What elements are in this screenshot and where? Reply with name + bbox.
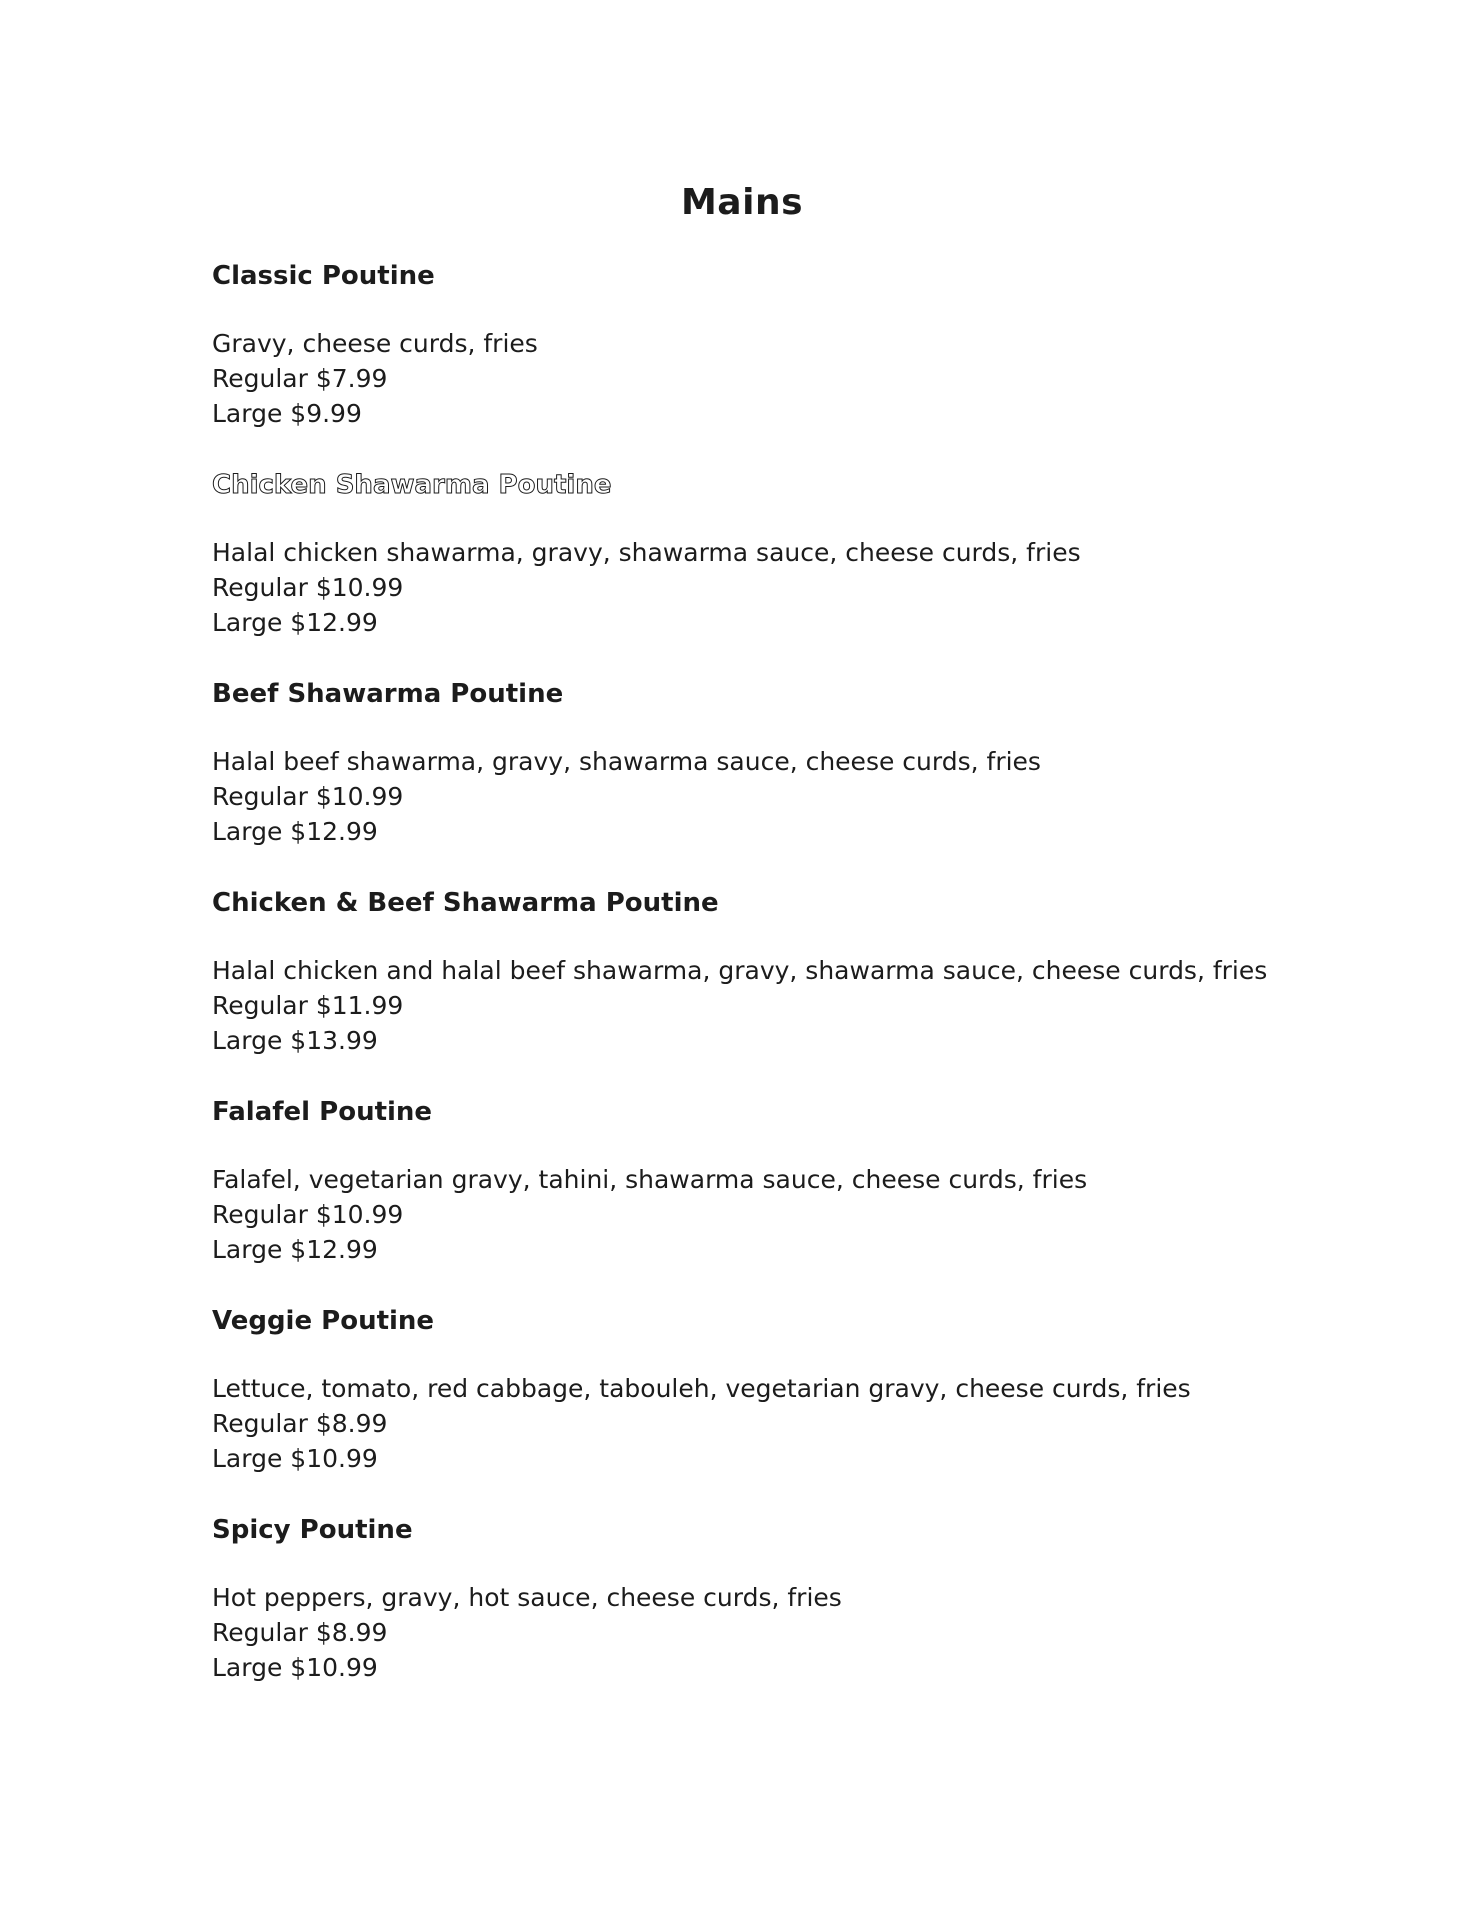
item-large-price: Large $10.99 [212, 1444, 378, 1473]
item-description: Halal beef shawarma, gravy, shawarma sauce, cheese curds, fries [212, 747, 1041, 776]
item-name: Chicken & Beef Shawarma Poutine [212, 888, 719, 918]
item-description: Halal chicken shawarma, gravy, shawarma sauce, cheese curds, fries [212, 538, 1081, 567]
item-regular-price: Regular $10.99 [212, 573, 404, 602]
item-large-price: Large $12.99 [212, 817, 378, 846]
item-description: Falafel, vegetarian gravy, tahini, shawarma sauce, cheese curds, fries [212, 1165, 1088, 1194]
menu-item-beef-shawarma-poutine [212, 674, 1292, 883]
menu-item-veggie-poutine [212, 1301, 1292, 1510]
menu-item-chicken-shawarma-poutine [212, 465, 1292, 674]
item-name: Falafel Poutine [212, 1097, 433, 1127]
item-regular-price: Regular $10.99 [212, 1200, 404, 1229]
item-name: Veggie Poutine [212, 1306, 435, 1336]
menu-item-falafel-poutine [212, 1092, 1292, 1301]
item-regular-price: Regular $8.99 [212, 1618, 388, 1647]
item-name: Beef Shawarma Poutine [212, 679, 564, 709]
item-regular-price: Regular $7.99 [212, 364, 388, 393]
menu-item-spicy-poutine [212, 1510, 1292, 1719]
item-description: Halal chicken and halal beef shawarma, gravy, shawarma sauce, cheese curds, fries [212, 956, 1268, 985]
item-description: Hot peppers, gravy, hot sauce, cheese curds, fries [212, 1583, 842, 1612]
menu-list [212, 256, 1292, 1719]
menu-item-classic-poutine [212, 256, 1292, 465]
item-description: Gravy, cheese curds, fries [212, 329, 538, 358]
item-regular-price: Regular $10.99 [212, 782, 404, 811]
item-large-price: Large $12.99 [212, 608, 378, 637]
menu-item-chicken-beef-shawarma-poutine [212, 883, 1292, 1092]
page-title: Mains [680, 182, 803, 223]
item-regular-price: Regular $8.99 [212, 1409, 388, 1438]
item-regular-price: Regular $11.99 [212, 991, 404, 1020]
item-name: Classic Poutine [212, 261, 435, 291]
item-name: Chicken Shawarma Poutine [212, 470, 612, 500]
item-large-price: Large $9.99 [212, 399, 362, 428]
item-large-price: Large $12.99 [212, 1235, 378, 1264]
item-name: Spicy Poutine [212, 1515, 413, 1545]
item-large-price: Large $13.99 [212, 1026, 378, 1055]
item-description: Lettuce, tomato, red cabbage, tabouleh, vegetarian gravy, cheese curds, fries [212, 1374, 1191, 1403]
item-large-price: Large $10.99 [212, 1653, 378, 1682]
